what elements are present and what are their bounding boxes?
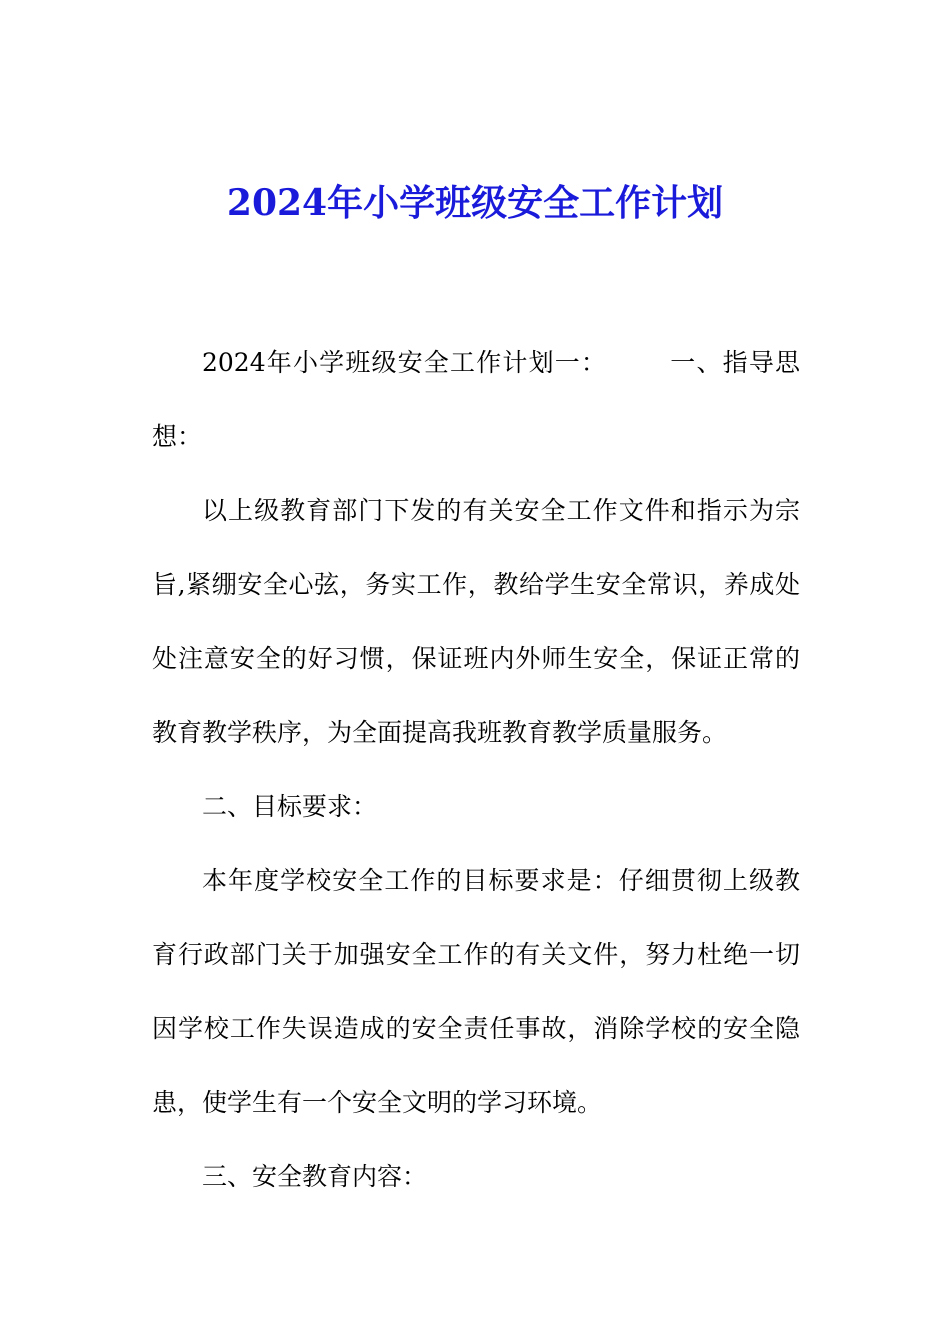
- section2-heading: 二、目标要求：: [202, 792, 378, 821]
- section3-heading: 三、安全教育内容：: [202, 1162, 428, 1191]
- intro-label: 2024年小学班级安全工作计划一：: [202, 348, 608, 377]
- document-title: 2024年小学班级安全工作计划: [226, 182, 724, 224]
- intro-paragraph: [152, 326, 800, 474]
- section1-paragraph: 以上级教育部门下发的有关安全工作文件和指示为宗旨,紧绷安全心弦，务实工作，教给学生安全常识，养成处处注意安全的好习惯，保证班内外师生安全，保证正常的教育教学秩序，为全面提高我班教育教学质量服务。: [152, 496, 800, 747]
- section2-paragraph: 本年度学校安全工作的目标要求是：仔细贯彻上级教育行政部门关于加强安全工作的有关文件，努力杜绝一切因学校工作失误造成的安全责任事故，消除学校的安全隐患，使学生有一个安全文明的学习环境。: [152, 866, 800, 1117]
- document-body: [152, 326, 800, 1214]
- section1-heading: 一、指导思想：: [152, 348, 800, 451]
